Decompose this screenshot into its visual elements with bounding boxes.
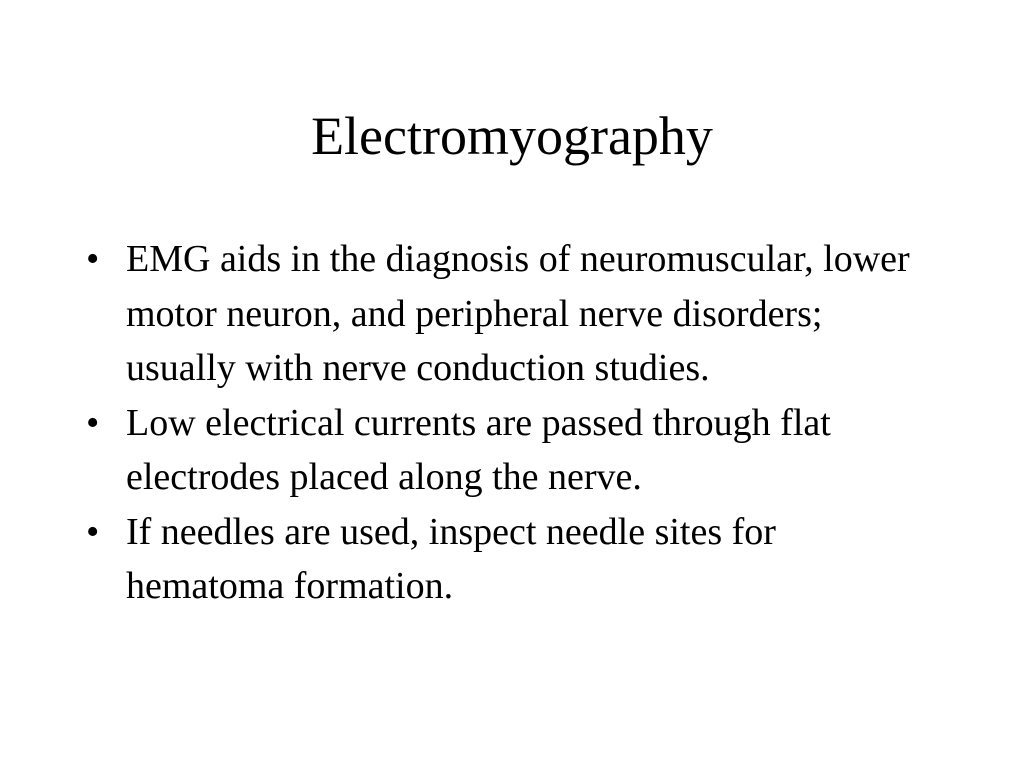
bullet-text: EMG aids in the diagnosis of neuromuscular, lower motor neuron, and peripheral nerve disorders; usually with nerve conduction studies. bbox=[126, 238, 910, 389]
slide-title: Electromyography bbox=[311, 106, 713, 166]
bullet-list bbox=[86, 232, 936, 614]
bullet-text: Low electrical currents are passed through flat electrodes placed along the nerve. bbox=[126, 401, 831, 498]
bullet-point-icon: • bbox=[86, 238, 100, 280]
bullet-item bbox=[86, 505, 936, 614]
bullet-point-icon: • bbox=[86, 510, 100, 553]
bullet-point-icon: • bbox=[86, 401, 100, 444]
bullet-item bbox=[86, 396, 936, 505]
bullet-item bbox=[86, 232, 936, 396]
bullet-text: If needles are used, inspect needle sites for hematoma formation. bbox=[126, 510, 776, 607]
